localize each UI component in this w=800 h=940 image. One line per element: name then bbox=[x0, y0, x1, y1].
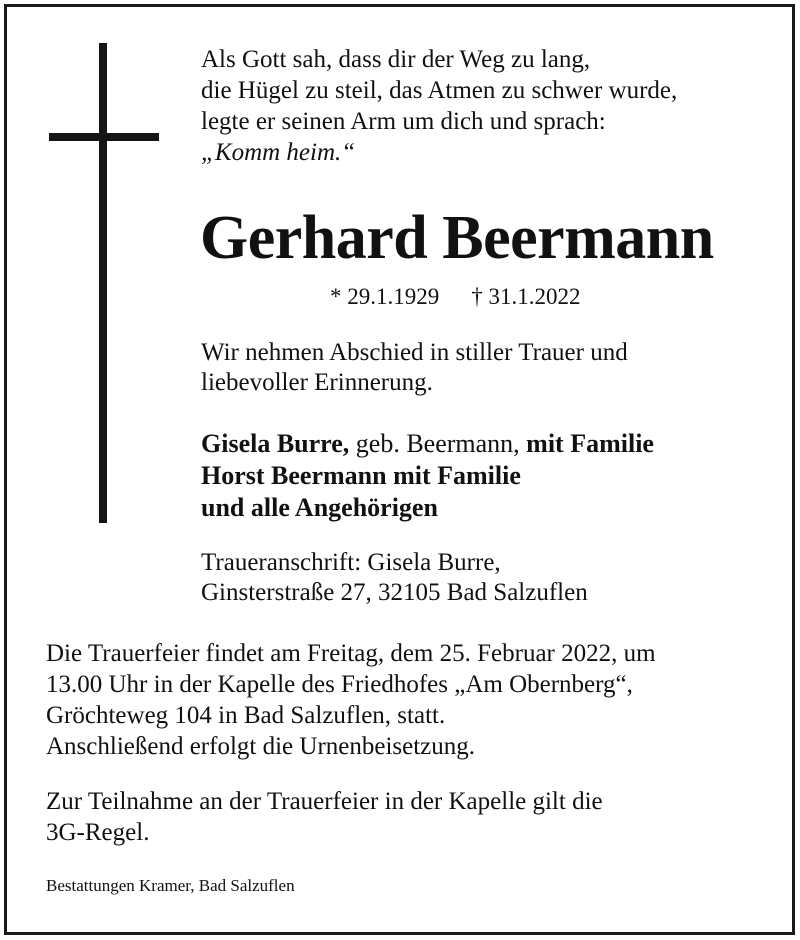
farewell-line: Wir nehmen Abschied in stiller Trauer und bbox=[201, 339, 628, 366]
poem-line: Als Gott sah, dass dir der Weg zu lang, bbox=[201, 46, 591, 73]
ceremony-notice bbox=[46, 638, 656, 762]
rules-line: 3G-Regel. bbox=[46, 819, 150, 846]
ceremony-line: Die Trauerfeier findet am Freitag, dem 25. Februar 2022, um bbox=[46, 640, 656, 667]
cross-vertical-beam bbox=[99, 43, 107, 523]
undertaker-credit: Bestattungen Kramer, Bad Salzuflen bbox=[46, 876, 295, 895]
life-dates bbox=[330, 282, 581, 312]
attendance-rules bbox=[46, 786, 603, 848]
mourning-address bbox=[201, 548, 588, 608]
mourner-line: Horst Beermann mit Familie bbox=[201, 461, 521, 490]
ceremony-line: 13.00 Uhr in der Kapelle des Friedhofes „Am Obernberg“, bbox=[46, 671, 633, 698]
farewell-text bbox=[201, 338, 628, 398]
address-line: Ginsterstraße 27, 32105 Bad Salzuflen bbox=[201, 579, 588, 606]
death-date: † 31.1.2022 bbox=[471, 284, 581, 309]
birth-date: * 29.1.1929 bbox=[330, 284, 440, 309]
mourner-line: und alle Angehörigen bbox=[201, 493, 438, 522]
poem-quote: „Komm heim.“ bbox=[201, 139, 356, 166]
deceased-name: Gerhard Beermann bbox=[200, 204, 714, 272]
mourner-maiden-name: geb. Beermann, bbox=[349, 429, 527, 458]
cross-horizontal-beam bbox=[49, 133, 159, 141]
mourner-name: Gisela Burre, bbox=[201, 429, 350, 458]
mourner-line bbox=[201, 428, 654, 460]
memorial-poem bbox=[201, 44, 677, 168]
poem-line: legte er seinen Arm um dich und sprach: bbox=[201, 108, 606, 135]
ceremony-line: Anschließend erfolgt die Urnenbeisetzung. bbox=[46, 733, 476, 760]
ceremony-line: Gröchteweg 104 in Bad Salzuflen, statt. bbox=[46, 702, 446, 729]
mourners-list bbox=[201, 428, 654, 524]
rules-line: Zur Teilnahme an der Trauerfeier in der Kapelle gilt die bbox=[46, 788, 603, 815]
poem-line: die Hügel zu steil, das Atmen zu schwer wurde, bbox=[201, 77, 678, 104]
farewell-line: liebevoller Erinnerung. bbox=[201, 369, 433, 396]
address-line: Traueranschrift: Gisela Burre, bbox=[201, 549, 501, 576]
mourner-family: mit Familie bbox=[526, 429, 654, 458]
